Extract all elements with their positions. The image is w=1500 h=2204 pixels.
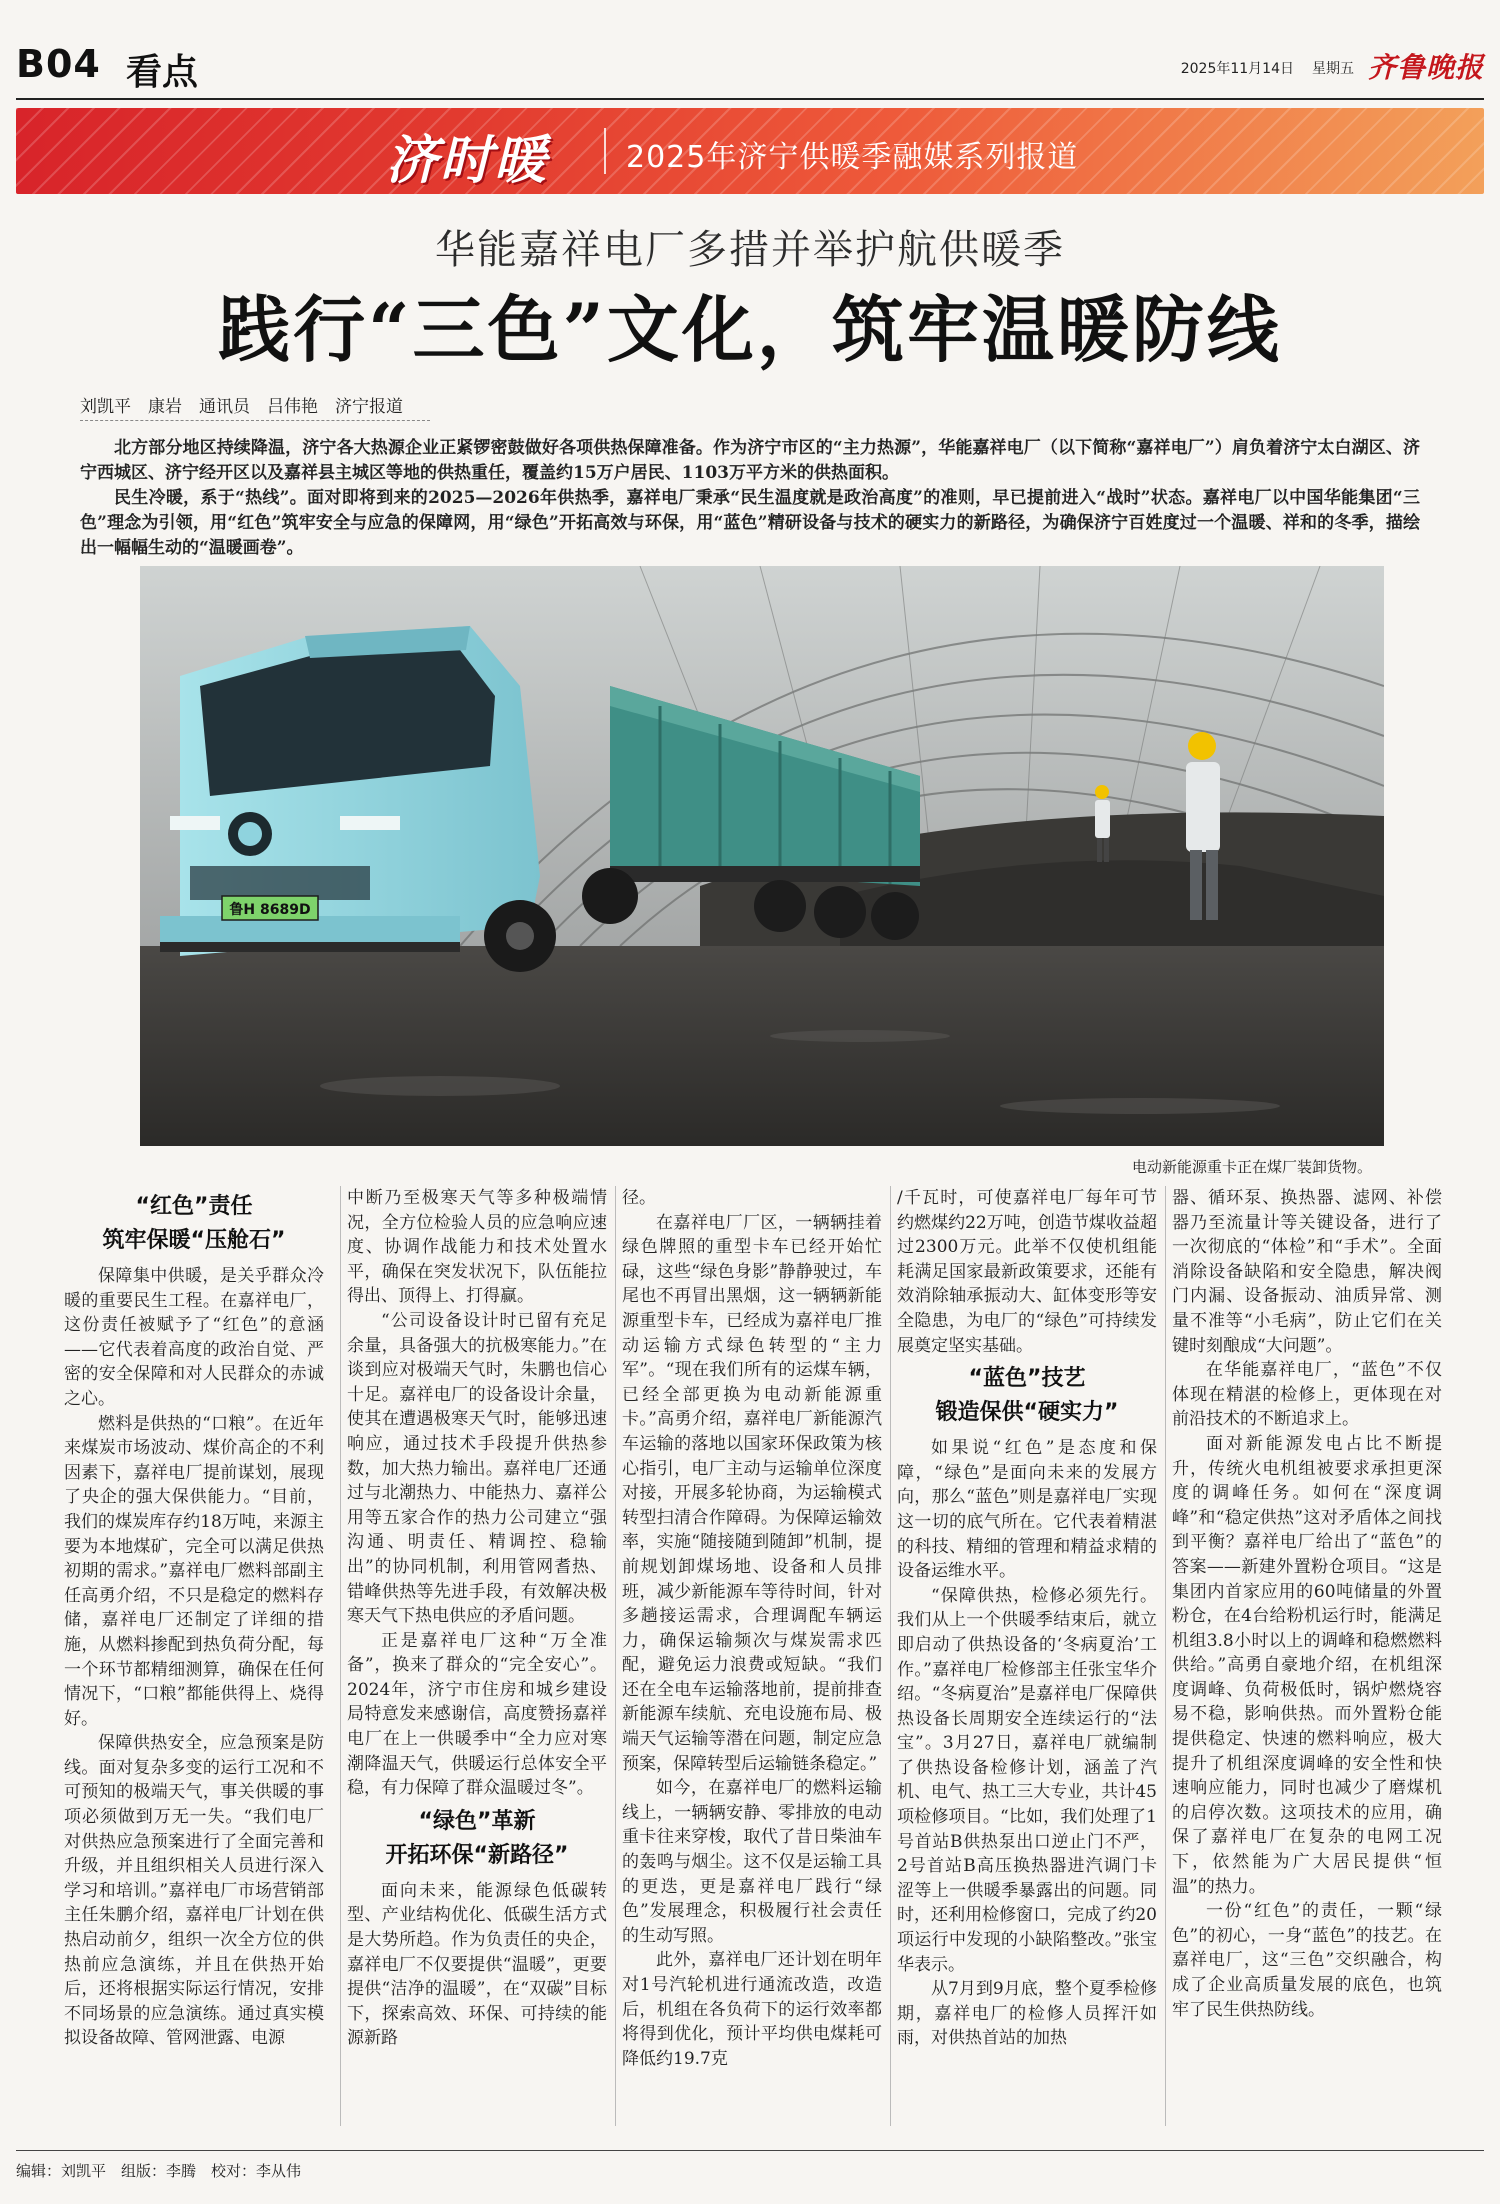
column-4	[897, 1186, 1157, 2051]
body-paragraph: “公司设备设计时已留有充足余量，具备强大的抗极寒能力。”在谈到应对极端天气时，朱鹏也信心十足。嘉祥电厂的设备设计余量，使其在遭遇极寒天气时，能够迅速响应，通过技术手段提升供热参数，加大热力输出。嘉祥电厂还通过与北潮热力、中能热力、嘉祥公用等五家合作的热力公司建立“强沟通、明责任、精调控、稳输出”的协同机制，利用管网耆热、错峰供热等先进手段，有效解决极寒天气下热电供应的矛盾问题。	[347, 1310, 607, 1627]
article-byline: 刘凯平 康岩 通讯员 吕伟艳 济宁报道	[80, 397, 403, 417]
lead-paragraph: 民生冷暖，系于“热线”。面对即将到来的2025—2026年供热季，嘉祥电厂秉承“民生温度就是政治高度”的准则，早已提前进入“战时”状态。嘉祥电厂以中国华能集团“三色”理念为引领，用“红色”筑牢安全与应急的保障网，用“绿色”开拓高效与环保，用“蓝色”精研设备与技术的硬实力的新路径，为确保济宁百姓度过一个温暖、祥和的冬季，描绘出一幅幅生动的“温暖画卷”。	[80, 488, 1420, 558]
body-paragraph: “保障供热，检修必须先行。我们从上一个供暖季结束后，就立即启动了供热设备的‘冬病夏治’工作。”嘉祥电厂检修部主任张宝华介绍。“冬病夏治”是嘉祥电厂保障供热设备长周期安全连续运行的“法宝”。3月27日，嘉祥电厂就编制了供热设备检修计划，涵盖了汽机、电气、热工三大专业，共计45项检修项目。“比如，我们处理了1号首站B供热泵出口逆止门不严，2号首站B高压换热器进汽调门卡涩等上一供暖季暴露出的问题。同时，还利用检修窗口，完成了约20项运行中发现的小缺陷整改。”张宝华表示。	[897, 1585, 1157, 1975]
subhead-line: 锻造保供“硬实力”	[935, 1400, 1119, 1426]
license-plate: 鲁H 8689D	[229, 902, 311, 918]
body-paragraph: 径。	[622, 1188, 656, 1208]
body-paragraph: 正是嘉祥电厂这种“万全准备”，换来了群众的“完全安心”。2024年，济宁市住房和城乡建设局特意发来感谢信，高度赞扬嘉祥电厂在上一供暖季中“全力应对寒潮降温天气，供暖运行总体安全平稳，有力保障了群众温暖过冬”。	[347, 1630, 607, 1799]
column-3	[622, 1186, 882, 2071]
section-name: 看点	[126, 51, 199, 93]
subhead-blue	[897, 1362, 1157, 1430]
article-headline: 践行“三色”文化，筑牢温暖防线	[218, 287, 1282, 372]
article-kicker: 华能嘉祥电厂多措并举护航供暖季	[435, 227, 1065, 273]
body-paragraph: 此外，嘉祥电厂还计划在明年对1号汽轮机进行通流改造，改造后，机组在各负荷下的运行效率都将得到优化，预计平均供电煤耗可降低约19.7克	[622, 1950, 882, 2069]
page-credits: 编辑：刘凯平 组版：李腾 校对：李从伟	[16, 2162, 302, 2180]
column-1	[64, 1186, 324, 2051]
body-paragraph: 中断乃至极寒天气等多种极端情况，全方位检验人员的应急响应速度、协调作战能力和技术处置水平，确保在突发状况下，队伍能拉得出、顶得上、打得赢。	[347, 1188, 607, 1307]
body-paragraph: 面对新能源发电占比不断提升，传统火电机组被要求承担更深度的调峰任务。如何在“深度调峰”和“稳定供热”这对矛盾体之间找到平衡？嘉祥电厂给出了“蓝色”的答案——新建外置粉仓项目。“这是集团内首家应用的60吨储量的外置粉仓，在4台给粉机运行时，能满足机组3.8小时以上的调峰和稳燃燃料供给。”高勇自豪地介绍，在机组深度调峰、负荷极低时，锅炉燃烧容易不稳，影响供热。而外置粉仓能提供稳定、快速的燃料响应，极大提升了机组深度调峰的安全性和快速响应能力，同时也减少了磨煤机的启停次数。这项技术的应用，确保了嘉祥电厂在复杂的电网工况下，依然能为广大居民提供“恒温”的热力。	[1172, 1433, 1442, 1897]
body-paragraph: 面向未来，能源绿色低碳转型、产业结构优化、低碳生活方式是大势所趋。作为负责任的央企，嘉祥电厂不仅要提供“温暖”，更要提供“洁净的温暖”，在“双碳”目标下，探索高效、环保、可持续的能源新路	[347, 1880, 607, 2049]
body-paragraph: /千瓦时，可使嘉祥电厂每年可节约燃煤约22万吨，创造节煤收益超过2300万元。此举不仅使机组能耗满足国家最新政策要求，还能有效消除轴承振动大、缸体变形等安全隐患，为电厂的“绿色”可持续发展奠定坚实基础。	[897, 1188, 1157, 1356]
banner-subtitle: 2025年济宁供暖季融媒系列报道	[626, 140, 1079, 175]
subhead-line: “红色”责任	[135, 1194, 253, 1219]
article-lead	[80, 436, 1420, 561]
body-paragraph: 燃料是供热的“口粮”。在近年来煤炭市场波动、煤价高企的不利因素下，嘉祥电厂提前谋划，展现了央企的强大保供能力。“目前，我们的煤炭库存约18万吨，来源主要为本地煤矿，完全可以满足供热初期的需求。”嘉祥电厂燃料部副主任高勇介绍，不只是稳定的燃料存储，嘉祥电厂还制定了详细的措施，从燃料掺配到热负荷分配，每一个环节都精细测算，确保在任何情况下，“口粮”都能供得上、烧得好。	[64, 1413, 324, 1729]
body-paragraph: 如今，在嘉祥电厂的燃料运输线上，一辆辆安静、零排放的电动重卡往来穿梭，取代了昔日柴油车的轰鸣与烟尘。这不仅是运输工具的更迭，更是嘉祥电厂践行“绿色”发展理念，积极履行社会责任的生动写照。	[622, 1778, 882, 1946]
subhead-line: 开拓环保“新路径”	[385, 1842, 569, 1868]
subhead-green	[347, 1805, 607, 1873]
column-2	[347, 1186, 607, 2051]
page-header	[16, 36, 1484, 98]
publication-weekday: 星期五	[1312, 61, 1354, 77]
body-paragraph: 一份“红色”的责任，一颗“绿色”的初心，一身“蓝色”的技艺。在嘉祥电厂，这“三色”交织融合，构成了企业高质量发展的底色，也筑牢了民生供热防线。	[1172, 1901, 1442, 2020]
column-5	[1172, 1186, 1442, 2022]
byline-rule	[80, 420, 430, 421]
banner-title: 济时暖	[386, 130, 549, 191]
body-paragraph: 在华能嘉祥电厂，“蓝色”不仅体现在精湛的检修上，更体现在对前沿技术的不断追求上。	[1172, 1360, 1442, 1430]
subhead-line: 筑牢保暖“压舱石”	[102, 1228, 286, 1253]
body-paragraph: 从7月到9月底，整个夏季检修期，嘉祥电厂的检修人员挥汗如雨，对供热首站的加热	[897, 1979, 1157, 2049]
body-paragraph: 在嘉祥电厂厂区，一辆辆挂着绿色牌照的重型卡车已经开始忙碌，这些“绿色身影”静静驶过，车尾也不再冒出黑烟，这一辆辆新能源重型卡车，已经成为嘉祥电厂推动运输方式绿色转型的“主力军”。“现在我们所有的运煤车辆，已经全部更换为电动新能源重卡。”高勇介绍，嘉祥电厂新能源汽车运输的落地以国家环保政策为核心指引，电厂主动与运输单位深度对接，开展多轮协商，为运输模式转型扫清合作障碍。为保障运输效率，实施“随接随到随卸”机制，提前规划卸煤场地、设备和人员排班，减少新能源车等待时间，针对多趟接运需求，合理调配车辆运力，确保运输频次与煤炭需求匹配，避免运力浪费或短缺。“我们还在全电车运输落地前，提前排查新能源车续航、充电设施布局、极端天气运输等潜在问题，制定应急预案，保障转型后运输链条稳定。”	[622, 1212, 882, 1774]
newspaper-logo: 齐鲁晚报	[1367, 51, 1484, 84]
header-rule	[16, 98, 1484, 100]
subhead-red	[64, 1190, 324, 1258]
banner-divider	[604, 128, 606, 174]
body-paragraph: 器、循环泵、换热器、滤网、补偿器乃至流量计等关键设备，进行了一次彻底的“体检”和“手术”。全面消除设备缺陷和安全隐患，解决阀门内漏、设备振动、油质异常、测量不准等“小毛病”，防止它们在关键时刻酿成“大问题”。	[1172, 1188, 1442, 1356]
subhead-line: “蓝色”技艺	[968, 1366, 1086, 1392]
truck-in-coal-shed-photo	[140, 566, 1384, 1146]
body-paragraph: 保障供热安全，应急预案是防线。面对复杂多变的运行工况和不可预知的极端天气，事关供暖的事项必须做到万无一失。“我们电厂对供热应急预案进行了全面完善和升级，并且组织相关人员进行深入学习和培训。”嘉祥电厂市场营销部主任朱鹏介绍，嘉祥电厂计划在供热启动前夕，组织一次全方位的供热前应急演练，并且在供热开始后，还将根据实际运行情况，安排不同场景的应急演练。通过真实模拟设备故障、管网泄露、电源	[64, 1733, 324, 2049]
publication-date: 2025年11月14日	[1180, 61, 1294, 77]
page-number: B04	[16, 42, 101, 86]
article-body	[64, 1186, 1456, 2136]
article-photo	[140, 566, 1384, 1146]
body-paragraph: 保障集中供暖，是关乎群众冷暖的重要民生工程。在嘉祥电厂，这份责任被赋予了“红色”的意涵——它代表着高度的政治自觉、严密的安全保障和对人民群众的赤诚之心。	[64, 1266, 324, 1409]
footer-rule	[16, 2150, 1484, 2151]
body-paragraph: 如果说“红色”是态度和保障，“绿色”是面向未来的发展方向，那么“蓝色”则是嘉祥电厂实现这一切的底气所在。它代表着精湛的科技、精细的管理和精益求精的设备运维水平。	[897, 1438, 1157, 1582]
series-banner	[16, 108, 1484, 194]
subhead-line: “绿色”革新	[418, 1808, 536, 1834]
photo-caption: 电动新能源重卡正在煤厂装卸货物。	[1131, 1158, 1372, 1176]
lead-paragraph: 北方部分地区持续降温，济宁各大热源企业正紧锣密鼓做好各项供热保障准备。作为济宁市区的“主力热源”，华能嘉祥电厂（以下简称“嘉祥电厂”）肩负着济宁太白湖区、济宁西城区、济宁经开区以及嘉祥县主城区等地的供热重任，覆盖约15万户居民、1103万平方米的供热面积。	[80, 438, 1420, 483]
